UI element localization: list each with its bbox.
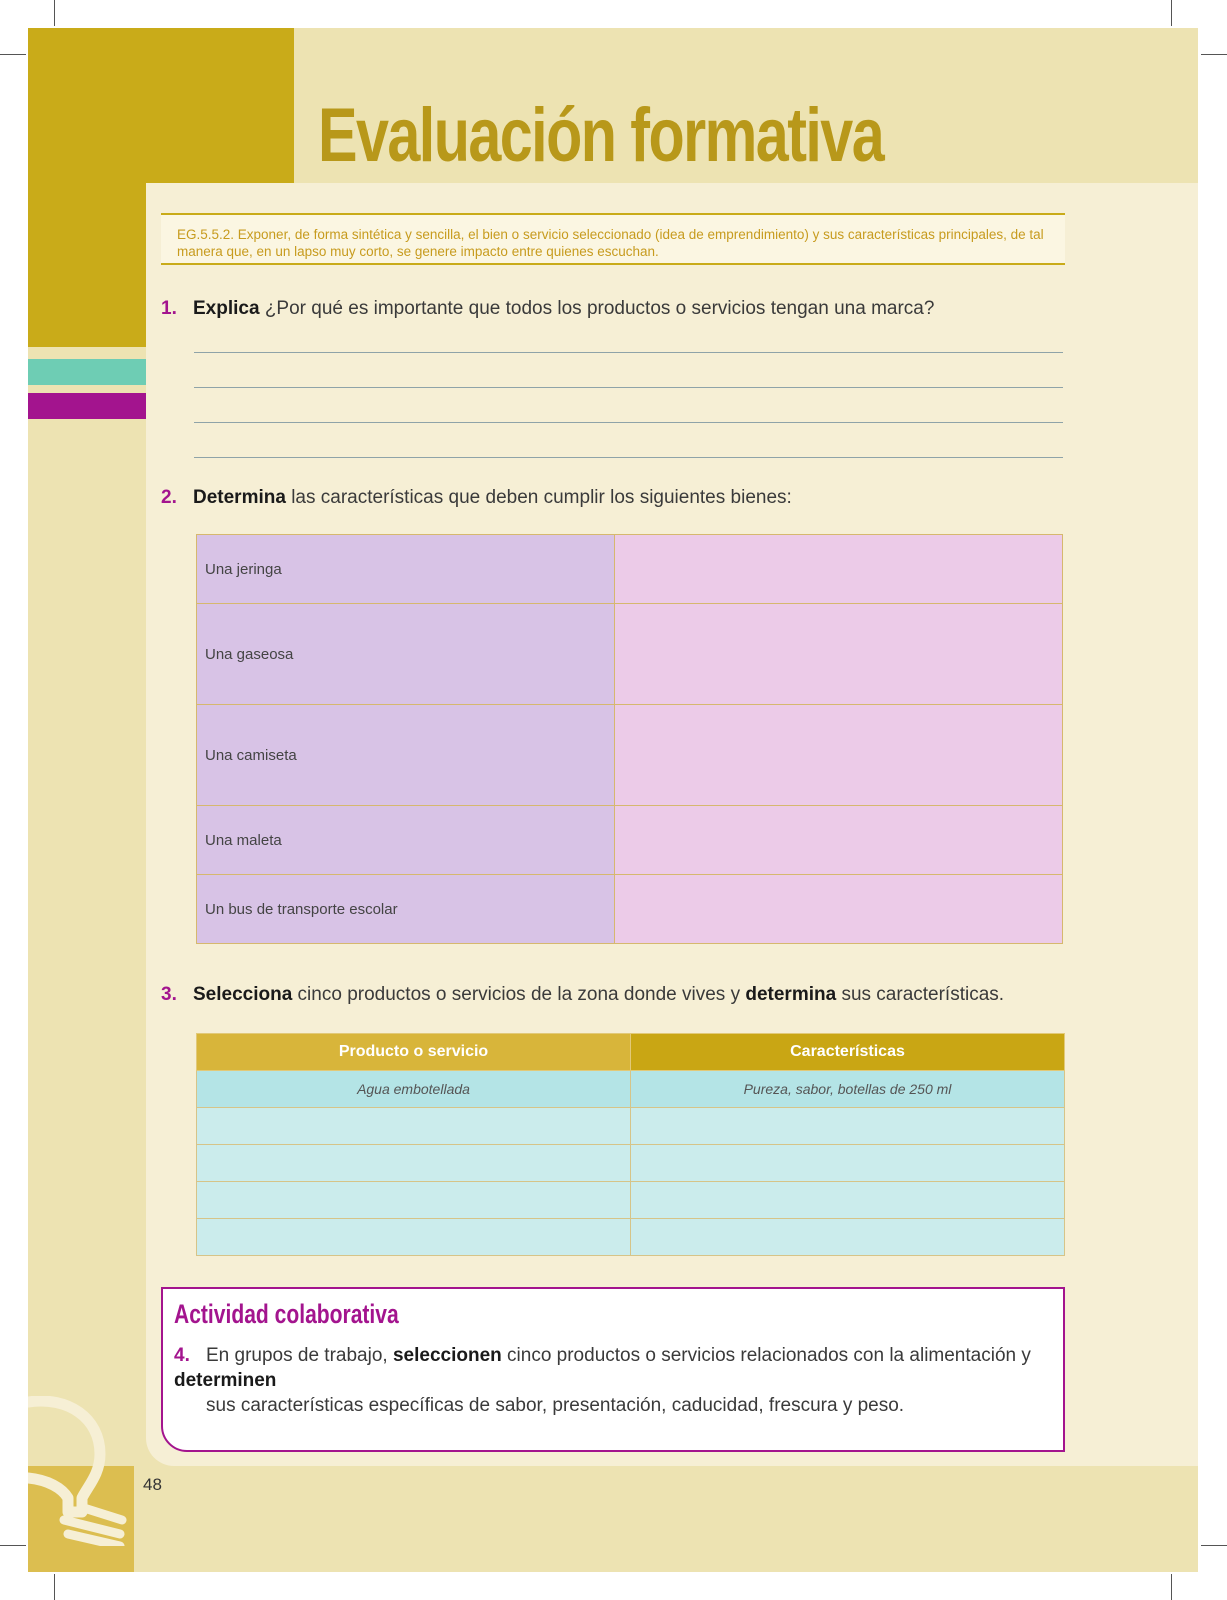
crop-mark bbox=[0, 1545, 26, 1546]
objective-box: EG.5.5.2. Exponer, de forma sintética y sencilla, el bien o servicio seleccionado (idea de emprendimiento) y sus características principales, de tal manera que, en un lapso muy corto, se genere impacto entre quienes escuchan. bbox=[161, 213, 1065, 265]
goods-label: Una gaseosa bbox=[197, 604, 615, 705]
answer-line[interactable] bbox=[194, 387, 1063, 388]
table-row bbox=[197, 1145, 1065, 1182]
products-table bbox=[196, 1033, 1065, 1256]
table-row bbox=[197, 535, 1063, 604]
question-verb: Explica bbox=[193, 298, 260, 319]
answer-cell[interactable] bbox=[197, 1182, 631, 1219]
answer-cell[interactable] bbox=[615, 705, 1063, 806]
answer-cell[interactable] bbox=[197, 1145, 631, 1182]
table-row bbox=[197, 705, 1063, 806]
question-number: 1. bbox=[161, 298, 177, 319]
collaborative-text-part: cinco productos o servicios relacionados con la alimentación y bbox=[501, 1345, 1031, 1366]
answer-cell[interactable] bbox=[615, 535, 1063, 604]
answer-line[interactable] bbox=[194, 352, 1063, 353]
crop-mark bbox=[1171, 1574, 1172, 1600]
table-row bbox=[197, 875, 1063, 944]
question-verb: Determina bbox=[193, 487, 286, 508]
example-product-cell: Agua embotellada bbox=[197, 1071, 631, 1108]
goods-characteristics-table bbox=[196, 534, 1063, 944]
question-2 bbox=[161, 487, 792, 509]
page-title: Evaluación formativa bbox=[318, 93, 884, 178]
example-characteristics-cell: Pureza, sabor, botellas de 250 ml bbox=[631, 1071, 1065, 1108]
crop-mark bbox=[54, 0, 55, 26]
column-header-product: Producto o servicio bbox=[197, 1034, 631, 1071]
question-number: 4. bbox=[174, 1345, 190, 1366]
page-number: 48 bbox=[143, 1475, 162, 1494]
question-1 bbox=[161, 298, 934, 320]
table-row bbox=[197, 604, 1063, 705]
crop-mark bbox=[1201, 54, 1227, 55]
answer-cell[interactable] bbox=[631, 1219, 1065, 1256]
collaborative-title: Actividad colaborativa bbox=[174, 1299, 399, 1329]
question-3 bbox=[161, 984, 1004, 1006]
crop-mark bbox=[0, 54, 26, 55]
answer-cell[interactable] bbox=[631, 1182, 1065, 1219]
answer-cell[interactable] bbox=[615, 875, 1063, 944]
crop-mark bbox=[1171, 0, 1172, 26]
question-verb: determina bbox=[745, 984, 837, 1005]
crop-mark bbox=[54, 1574, 55, 1600]
magenta-accent-strip bbox=[28, 393, 146, 419]
answer-cell[interactable] bbox=[631, 1145, 1065, 1182]
answer-cell[interactable] bbox=[197, 1219, 631, 1256]
goods-label: Una camiseta bbox=[197, 705, 615, 806]
answer-cell[interactable] bbox=[197, 1108, 631, 1145]
collaborative-text-part: sus características específicas de sabor, presentación, caducidad, frescura y peso. bbox=[206, 1395, 905, 1416]
table-header-row bbox=[197, 1034, 1065, 1071]
question-text: cinco productos o servicios de la zona donde vives y bbox=[292, 984, 746, 1005]
question-verb: seleccionen bbox=[392, 1345, 502, 1366]
question-verb: Selecciona bbox=[193, 984, 293, 1005]
table-row bbox=[197, 806, 1063, 875]
collaborative-activity-box bbox=[161, 1287, 1065, 1452]
goods-label: Una maleta bbox=[197, 806, 615, 875]
teal-accent-strip bbox=[28, 359, 146, 385]
table-row bbox=[197, 1108, 1065, 1145]
crop-mark bbox=[1201, 1545, 1227, 1546]
table-row bbox=[197, 1071, 1065, 1108]
answer-line[interactable] bbox=[194, 422, 1063, 423]
collaborative-text bbox=[174, 1343, 1054, 1418]
answer-line[interactable] bbox=[194, 457, 1063, 458]
lightbulb-icon bbox=[28, 1396, 140, 1546]
question-verb: determinen bbox=[174, 1370, 277, 1391]
question-text: sus características. bbox=[836, 984, 1005, 1005]
answer-cell[interactable] bbox=[615, 604, 1063, 705]
question-text: ¿Por qué es importante que todos los productos o servicios tengan una marca? bbox=[259, 298, 935, 319]
column-header-characteristics: Características bbox=[631, 1034, 1065, 1071]
goods-label: Un bus de transporte escolar bbox=[197, 875, 615, 944]
question-text: las características que deben cumplir los siguientes bienes: bbox=[285, 487, 792, 508]
answer-cell[interactable] bbox=[631, 1108, 1065, 1145]
question-number: 2. bbox=[161, 487, 177, 508]
answer-cell[interactable] bbox=[615, 806, 1063, 875]
table-row bbox=[197, 1219, 1065, 1256]
table-row bbox=[197, 1182, 1065, 1219]
goods-label: Una jeringa bbox=[197, 535, 615, 604]
question-number: 3. bbox=[161, 984, 177, 1005]
collaborative-text-part: En grupos de trabajo, bbox=[206, 1345, 393, 1366]
